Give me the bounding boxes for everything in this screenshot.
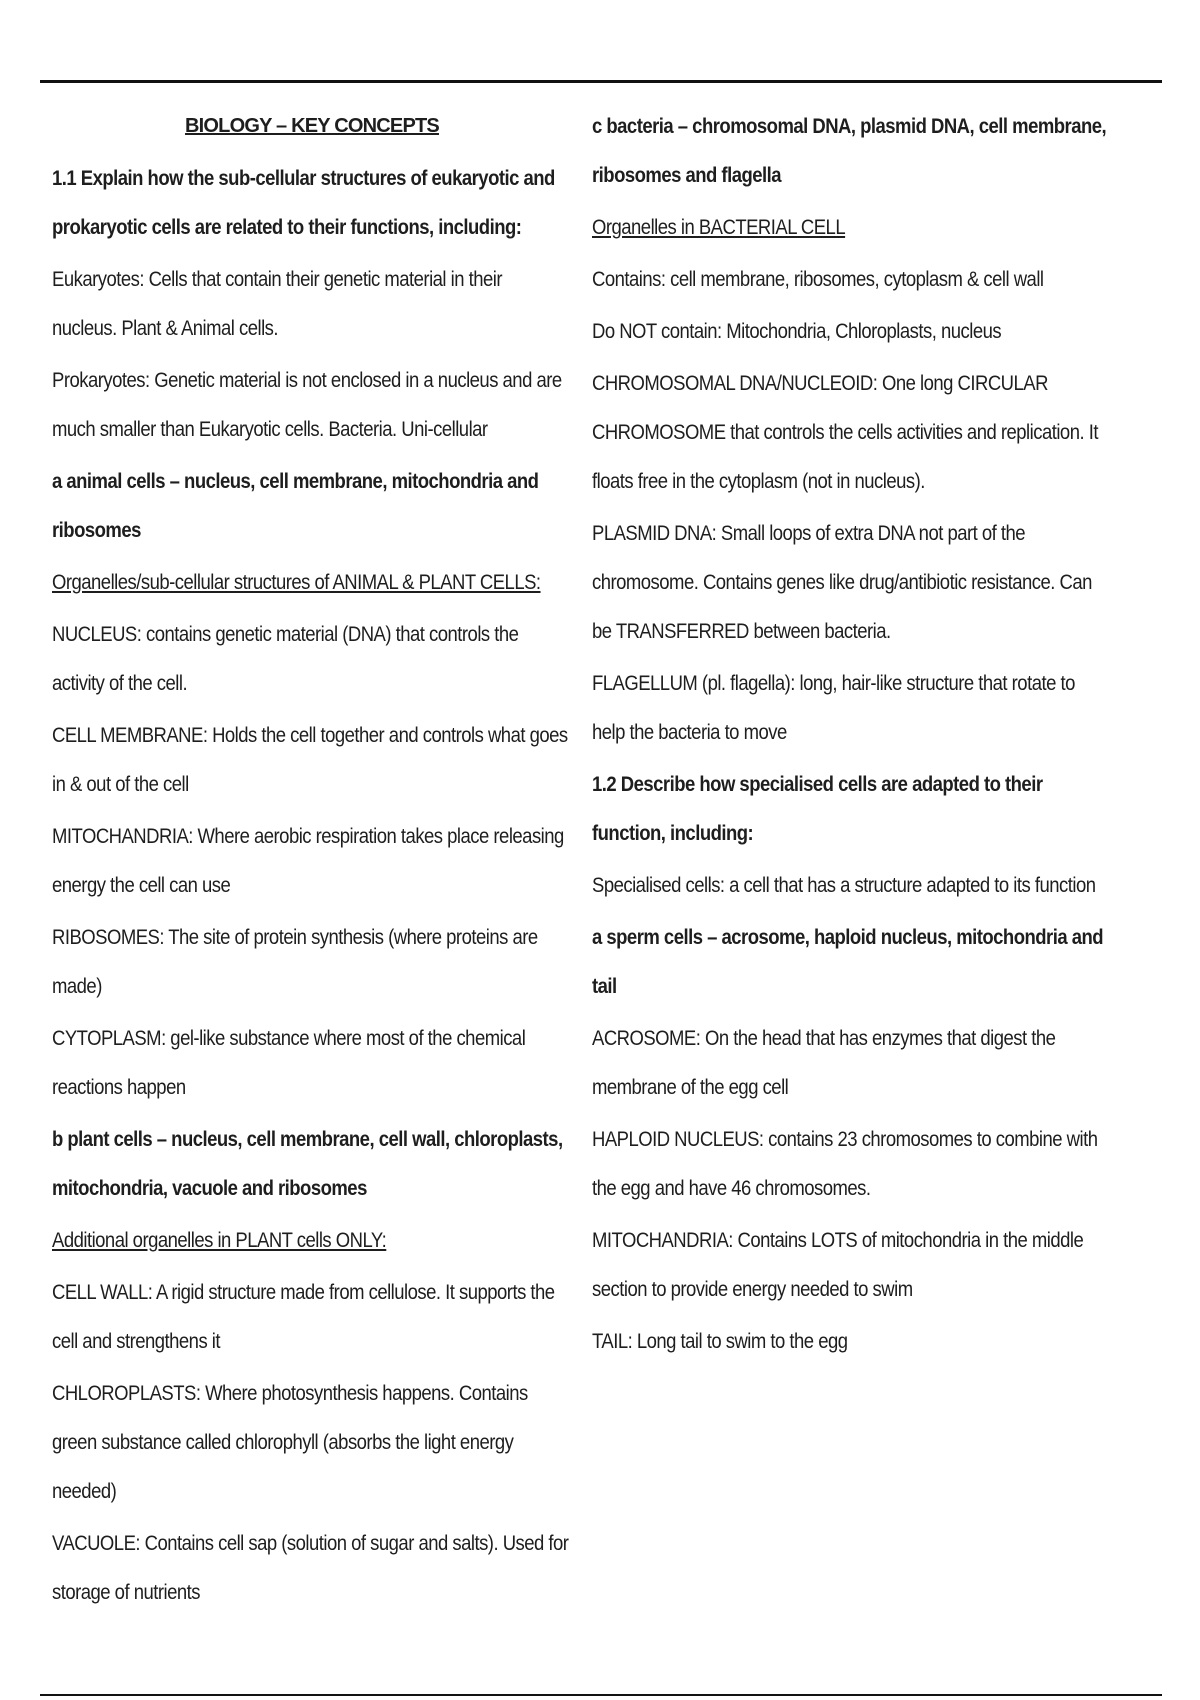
subheading-sperm-cells: a sperm cells – acrosome, haploid nucleus, mitochondria and tail xyxy=(592,925,1104,998)
subheading-plant-cells: b plant cells – nucleus, cell membrane, cell wall, chloroplasts, mitochondria, vacuole and ribosomes xyxy=(52,1127,563,1200)
definition-cell-membrane: CELL MEMBRANE: Holds the cell together and controls what goes in & out of the cell xyxy=(52,723,568,796)
underlined-label-animal-plant: Organelles/sub-cellular structures of ANIMAL & PLANT CELLS: xyxy=(52,570,541,594)
bottom-rule xyxy=(40,1694,1162,1696)
definition-sperm-mitochondria: MITOCHANDRIA: Contains LOTS of mitochondria in the middle section to provide energy needed to swim xyxy=(592,1228,1084,1301)
definition-haploid-nucleus: HAPLOID NUCLEUS: contains 23 chromosomes to combine with the egg and have 46 chromosomes. xyxy=(592,1127,1098,1200)
underlined-label-plant-only: Additional organelles in PLANT cells ONLY: xyxy=(52,1228,387,1252)
definition-specialised-cells: Specialised cells: a cell that has a structure adapted to its function xyxy=(592,873,1096,897)
definition-prokaryotes: Prokaryotes: Genetic material is not enclosed in a nucleus and are much smaller than Eukaryotic cells. Bacteria. Uni-cellular xyxy=(52,368,562,441)
definition-tail: TAIL: Long tail to swim to the egg xyxy=(592,1329,848,1353)
definition-nucleus: NUCLEUS: contains genetic material (DNA) that controls the activity of the cell. xyxy=(52,622,519,695)
right-column xyxy=(592,102,1112,1369)
section-heading-1-1: 1.1 Explain how the sub-cellular structures of eukaryotic and prokaryotic cells are related to their functions, including: xyxy=(52,166,555,239)
definition-ribosomes: RIBOSOMES: The site of protein synthesis (where proteins are made) xyxy=(52,925,538,998)
page-title: BIOLOGY – KEY CONCEPTS xyxy=(185,115,439,137)
bacteria-not-contain: Do NOT contain: Mitochondria, Chloroplasts, nucleus xyxy=(592,319,1002,343)
definition-flagellum: FLAGELLUM (pl. flagella): long, hair-like structure that rotate to help the bacteria to move xyxy=(592,671,1075,744)
definition-mitochondria: MITOCHANDRIA: Where aerobic respiration takes place releasing energy the cell can use xyxy=(52,824,564,897)
definition-acrosome: ACROSOME: On the head that has enzymes that digest the membrane of the egg cell xyxy=(592,1026,1056,1099)
definition-eukaryotes: Eukaryotes: Cells that contain their genetic material in their nucleus. Plant & Animal cells. xyxy=(52,267,503,340)
definition-cell-wall: CELL WALL: A rigid structure made from cellulose. It supports the cell and strengthens it xyxy=(52,1280,555,1353)
left-column xyxy=(52,102,572,1620)
definition-chromosomal-dna: CHROMOSOMAL DNA/NUCLEOID: One long CIRCULAR CHROMOSOME that controls the cells activities and replication. It floats free in the cytoplasm (not in nucleus). xyxy=(592,371,1098,493)
definition-vacuole: VACUOLE: Contains cell sap (solution of sugar and salts). Used for storage of nutrients xyxy=(52,1531,569,1604)
subheading-bacteria: c bacteria – chromosomal DNA, plasmid DNA, cell membrane, ribosomes and flagella xyxy=(592,114,1107,187)
definition-chloroplasts: CHLOROPLASTS: Where photosynthesis happens. Contains green substance called chlorophyll (absorbs the light energy needed) xyxy=(52,1381,528,1503)
bacteria-contains: Contains: cell membrane, ribosomes, cytoplasm & cell wall xyxy=(592,267,1044,291)
underlined-label-bacterial: Organelles in BACTERIAL CELL xyxy=(592,215,846,239)
top-rule xyxy=(40,80,1162,83)
section-heading-1-2: 1.2 Describe how specialised cells are adapted to their function, including: xyxy=(592,772,1043,845)
definition-plasmid-dna: PLASMID DNA: Small loops of extra DNA not part of the chromosome. Contains genes like drug/antibiotic resistance. Can be TRANSFERRED between bacteria. xyxy=(592,521,1092,643)
subheading-animal-cells: a animal cells – nucleus, cell membrane, mitochondria and ribosomes xyxy=(52,469,539,542)
definition-cytoplasm: CYTOPLASM: gel-like substance where most of the chemical reactions happen xyxy=(52,1026,526,1099)
